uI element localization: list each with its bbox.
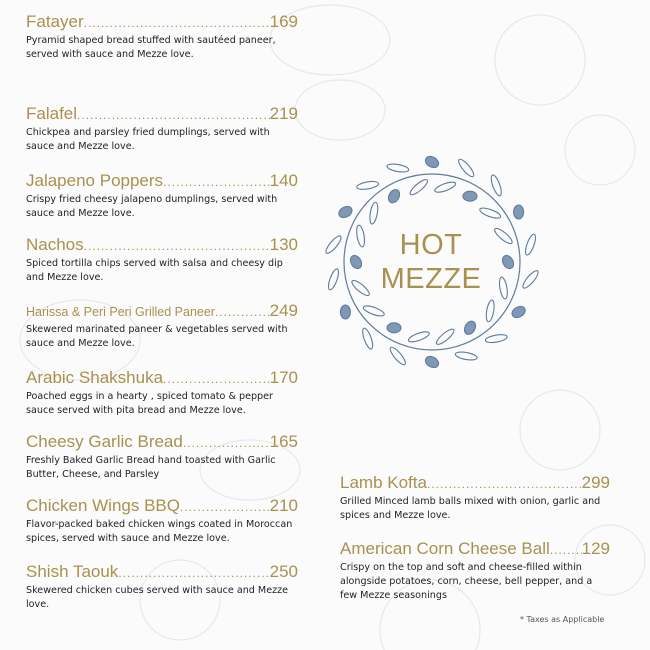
olive-mark: [337, 204, 354, 220]
menu-item-description: Grilled Minced lamb balls mixed with onion, garlic and spices and Mezze love.: [340, 496, 601, 521]
olive-mark: [348, 253, 364, 270]
leaf-mark: [485, 299, 496, 322]
menu-item-title: [340, 473, 610, 494]
leaf-mark: [350, 278, 371, 298]
menu-item: [26, 562, 298, 612]
menu-item-price: 130: [269, 235, 298, 254]
menu-item: [26, 432, 298, 482]
menu-item-price: 299: [581, 473, 610, 492]
taxes-note: * Taxes as Applicable: [520, 615, 605, 624]
menu-item-name: Lamb Kofta: [340, 473, 427, 492]
olive-mark: [423, 154, 440, 170]
menu-item-name: Shish Taouk: [26, 562, 119, 581]
menu-item-price: 249: [269, 301, 298, 320]
olive-mark: [510, 304, 527, 320]
menu-item-description: Pyramid shaped bread stuffed with sautéed paneer, served with sauce and Mezze love.: [26, 35, 276, 60]
dot-leader: [180, 497, 270, 517]
menu-item-description: Crispy fried cheesy jalapeno dumplings, served with sauce and Mezze love.: [26, 194, 278, 219]
olive-mark: [423, 354, 440, 370]
menu-item-description: Chickpea and parsley fried dumplings, served with sauce and Mezze love.: [26, 127, 270, 152]
dot-leader: [215, 302, 270, 322]
olive-mark: [462, 319, 478, 336]
menu-item-description: Flavor-packed baked chicken wings coated in Moroccan spices, served with sauce and Mezze love.: [26, 519, 293, 544]
dot-leader: [118, 563, 269, 583]
olive-mark: [463, 191, 477, 201]
menu-item: [26, 12, 298, 62]
menu-item: [340, 473, 610, 523]
menu-item-description: Poached eggs in a hearty , spiced tomato & pepper sauce served with pita bread and Mezze love.: [26, 391, 273, 416]
menu-item-name: American Corn Cheese Ball: [340, 539, 550, 558]
menu-item-name: Nachos: [26, 235, 84, 254]
menu-item: [26, 496, 298, 546]
menu-item-name: Fatayer: [26, 12, 84, 31]
menu-item-price: 169: [269, 12, 298, 31]
dot-leader: [427, 474, 582, 494]
menu-item: [26, 368, 298, 418]
dot-leader: [183, 433, 270, 453]
menu-item-title: [26, 104, 298, 125]
leaf-mark: [485, 333, 508, 344]
menu-item-description: Skewered marinated paneer & vegetables served with sauce and Mezze love.: [26, 324, 288, 349]
menu-item-description: Crispy on the top and soft and cheese-filled within alongside potatoes, corn, cheese, bell pepper, and a few Mezze seasonings: [340, 562, 593, 601]
menu-item: [26, 104, 298, 154]
leaf-mark: [356, 180, 379, 191]
leaf-mark: [523, 233, 537, 256]
leaf-mark: [388, 345, 408, 366]
menu-item-title: [26, 12, 298, 33]
leaf-mark: [521, 269, 541, 290]
menu-item-price: 165: [269, 432, 298, 451]
heading-line-2: MEZZE: [380, 263, 482, 295]
olive-mark: [500, 253, 516, 270]
leaf-mark: [407, 330, 430, 344]
menu-item-description: Spiced tortilla chips served with salsa and cheesy dip and Mezze love.: [26, 258, 283, 283]
leaf-mark: [368, 202, 379, 225]
dot-leader: [163, 369, 270, 389]
menu-item: [26, 301, 298, 351]
menu-item-title: [26, 301, 298, 322]
leaf-mark: [361, 327, 375, 350]
menu-item-title: [26, 235, 298, 256]
menu-item-name: Jalapeno Poppers: [26, 171, 164, 190]
menu-item-description: Freshly Baked Garlic Bread hand toasted with Garlic Butter, Cheese, and Parsley: [26, 455, 276, 480]
dot-leader: [163, 172, 270, 192]
leaf-mark: [435, 327, 456, 347]
olive-mark: [386, 188, 402, 205]
dot-leader: [550, 540, 582, 560]
olive-mark: [514, 205, 524, 219]
menu-item: [26, 235, 298, 285]
leaf-mark: [408, 177, 429, 197]
menu-item: [26, 171, 298, 221]
menu-item: [340, 539, 610, 603]
dot-leader: [84, 236, 270, 256]
leaf-mark: [355, 225, 366, 248]
menu-item-price: 210: [269, 496, 298, 515]
menu-item-name: Falafel: [26, 104, 78, 123]
leaf-mark: [434, 180, 457, 194]
menu-item-price: 250: [269, 562, 298, 581]
menu-item-description: Skewered chicken cubes served with sauce and Mezze love.: [26, 585, 289, 610]
leaf-mark: [362, 304, 385, 318]
leaf-mark: [479, 206, 502, 220]
dot-leader: [84, 13, 270, 33]
menu-item-price: 129: [581, 539, 610, 558]
leaf-mark: [324, 234, 344, 255]
leaf-mark: [326, 268, 340, 291]
menu-item-price: 219: [269, 104, 298, 123]
menu-item-name: Harissa & Peri Peri Grilled Paneer: [26, 305, 215, 319]
olive-mark: [387, 323, 401, 333]
section-heading: [372, 228, 490, 296]
leaf-mark: [456, 157, 476, 178]
menu-item-price: 170: [269, 368, 298, 387]
menu-item-title: [26, 432, 298, 453]
leaf-mark: [498, 277, 509, 300]
leaf-mark: [455, 351, 478, 362]
heading-line-1: HOT: [399, 229, 463, 261]
menu-item-title: [26, 171, 298, 192]
dot-leader: [77, 105, 270, 125]
leaf-mark: [386, 163, 409, 174]
menu-item-price: 140: [269, 171, 298, 190]
menu-item-name: Arabic Shakshuka: [26, 368, 164, 387]
menu-item-title: [26, 496, 298, 517]
menu-item-name: Cheesy Garlic Bread: [26, 432, 183, 451]
leaf-mark: [489, 174, 503, 197]
menu-item-name: Chicken Wings BBQ: [26, 496, 180, 515]
menu-item-title: [26, 562, 298, 583]
menu-item-title: [340, 539, 610, 560]
menu-item-title: [26, 368, 298, 389]
leaf-mark: [493, 226, 514, 246]
olive-mark: [340, 305, 350, 319]
